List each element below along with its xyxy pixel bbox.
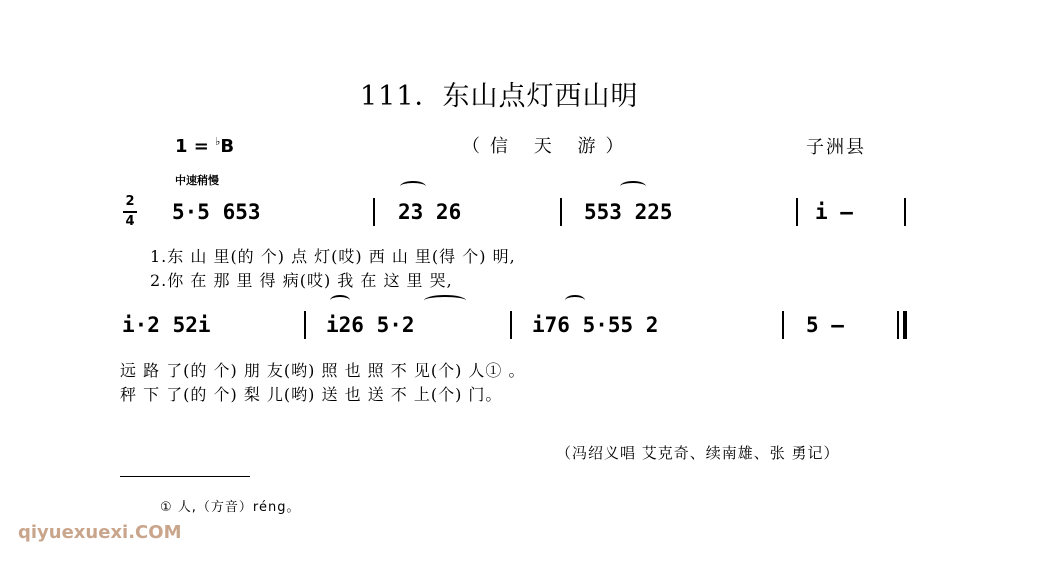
- measure-2-notes: 23 26: [398, 200, 462, 224]
- footnote: ① 人,（方音）réng。: [160, 500, 301, 515]
- key-note: B: [220, 136, 235, 157]
- measure-3-notes: 553 225: [584, 200, 673, 224]
- site-watermark: qiyuexuexi.COM: [18, 522, 182, 543]
- measure-8-notes: 5 –: [806, 313, 844, 337]
- measure-1-notes: 5·5 653: [172, 200, 261, 224]
- measure-6-notes: i26 5·2: [326, 313, 415, 337]
- slur: [565, 295, 585, 306]
- measure-4-notes: i –: [815, 200, 853, 224]
- slur: [330, 295, 350, 306]
- final-barline: [903, 311, 907, 339]
- barline: [782, 311, 784, 339]
- lyrics-verse-2-line-1: 2.你 在 那 里 得 病(哎) 我 在 这 里 哭,: [150, 271, 453, 290]
- region-label: 子洲县: [806, 137, 866, 158]
- barline: [904, 198, 906, 226]
- barline: [510, 311, 512, 339]
- slur: [620, 181, 646, 192]
- measure-7-notes: i76 5·55 2: [532, 313, 659, 337]
- genre-label: （信 天 游）: [462, 136, 634, 157]
- song-title: 111．东山点灯西山明: [360, 81, 639, 112]
- key-prefix: 1 =: [175, 136, 216, 157]
- slur: [424, 295, 466, 306]
- lyrics-verse-1-line-2: 远 路 了(的 个) 朋 友(哟) 照 也 照 不 见(个) 人① 。: [120, 361, 526, 380]
- time-signature: [123, 193, 137, 231]
- flat-sign: ♭: [215, 135, 221, 148]
- barline: [796, 198, 798, 226]
- lyrics-verse-1-line-1: 1.东 山 里(的 个) 点 灯(哎) 西 山 里(得 个) 明,: [150, 247, 516, 266]
- lyrics-verse-2-line-2: 秤 下 了(的 个) 梨 儿(哟) 送 也 送 不 上(个) 门。: [120, 385, 503, 404]
- barline: [560, 198, 562, 226]
- measure-5-notes: i·2 52i: [122, 313, 211, 337]
- time-signature-top: 2: [125, 194, 135, 209]
- barline: [373, 198, 375, 226]
- slur: [400, 181, 426, 192]
- tempo-marking: 中速稍慢: [175, 174, 219, 187]
- barline: [897, 311, 899, 339]
- key-signature: [175, 135, 234, 157]
- barline: [304, 311, 306, 339]
- footnote-divider: [120, 476, 250, 477]
- time-signature-bottom: 4: [123, 211, 137, 231]
- performer-credit: （冯绍义唱 艾克奇、续南雄、张 勇记）: [556, 444, 840, 462]
